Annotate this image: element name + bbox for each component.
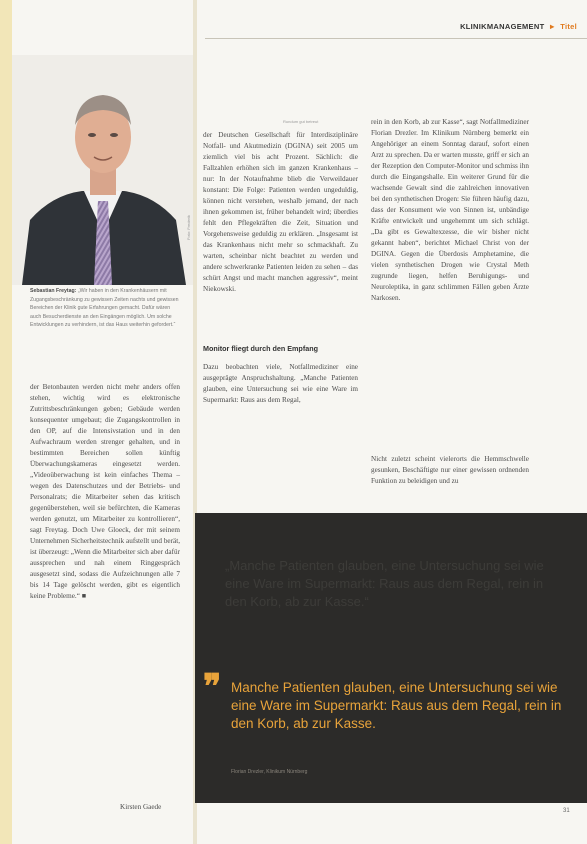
middle-column-text-2: Dazu beobachten viele, Notfallmediziner eine ausgeprägte Anspruchshaltung. „Manche Patienten glauben, eine Untersuchung sei wie eine Ware im Supermarkt: Raus aus dem Regal, <box>203 363 358 405</box>
article-column-left <box>30 382 180 602</box>
pull-quote-box <box>195 513 587 803</box>
article-subhead: Monitor fliegt durch den Empfang <box>203 344 318 353</box>
photo-credit: Foto: Frederik <box>186 215 191 240</box>
author-signature: Kirsten Gaede <box>120 803 162 811</box>
portrait-photo <box>12 55 194 285</box>
pull-quote-text: Manche Patienten glauben, eine Untersuchung sei wie eine Ware im Supermarkt: Raus aus dem Regal, rein in den Korb, ab zur Kasse. <box>231 680 562 731</box>
page-header <box>460 18 587 34</box>
quote-mark-icon: ❞ <box>203 669 222 706</box>
pull-quote-background-text: „Manche Patienten glauben, eine Untersuchung sei wie eine Ware im Supermarkt: Raus aus dem Regal, rein in den Korb, ab zur Kasse.“ <box>225 558 544 609</box>
article-column-middle-continued <box>203 355 358 413</box>
caption-text: „Wir haben in den Krankenhäusern mit Zugangsbeschränkung zu gewissen Zeiten nachts und gewissen Bereichen der Klinik gute Erfahrungen gemacht. Dafür wären auch Besucherdienste an den Eingängen möglich. Um solche Entwicklungen zu verhindern, ist das Haus weiterhin gefordert.“ <box>30 288 179 328</box>
image-note: Rundum gut betreut <box>283 119 319 124</box>
portrait-illustration <box>12 55 194 285</box>
photo-caption <box>30 287 180 330</box>
article-column-right <box>371 117 529 304</box>
article-column-middle <box>203 119 358 295</box>
page-edge-strip <box>0 0 12 844</box>
page-number: 31 <box>563 808 570 814</box>
end-mark-icon: ■ <box>81 592 87 600</box>
pull-quote-attribution: Florian Drezler, Klinikum Nürnberg <box>231 769 308 775</box>
left-column-text <box>30 382 180 602</box>
middle-column-text: der Deutschen Gesellschaft für Interdisziplinäre Notfall- und Akutmedizin (DGINA) seit 2005 um ziemlich viel bis acht Prozent. Sächlich: die Fallzahlen erhöhen sich im ganzen Krankenhaus – nur: In der Notaufnahme blieb die Verweildauer konstant: Die Folge: Patienten werden ungeduldig, können nicht verstehen, weshalb jemand, der nach ihnen gekommen ist, früher behandelt wird; überdies fehlt den Pflegekräften die Zeit, Situation und Vorgehensweise geduldig zu erklären. „Insgesamt ist das Krankenhaus nicht mehr so schmackhaft. Zu warten, scheinbar nicht beachtet zu werden und andere schwerkranke Patienten leiden zu sehen – das schürt Angst und macht manchen aggressiv“, meint Niekowski. <box>203 131 358 293</box>
header-rule <box>205 38 587 39</box>
caption-name: Sebastian Freytag: <box>30 288 77 294</box>
section-tag: Titel <box>560 21 577 31</box>
left-column-body: der Betonbauten werden nicht mehr anders offen stehen, wichtig wird es elektronische Zutrittsbeschränkungen geben; Gebäude werden konsequenter umgebaut; die Zugangskontrollen in den OP, auf die Intensivstation und in den Aufwachraum werden strenger gehalten, und in bestimmten Bereichen sollen künftig Überwachungskameras eingesetzt werden. „Videoüberwachung ist kein einfaches Thema – wegen des Datenschutzes und der Betriebs- und Personalrats; die Mitarbeiter sehen das kritisch gegenüberstehen, weil sie befürchten, die Kameras werden genutzt, um Mitarbeiter zu kontrollieren“, sagt Freytag. Doch Uwe Gloeck, der mit seinem Unternehmen Sicherheitstechnik aufstellt und berät, ist überzeugt: „Wenn die Mitarbeiter sich aber dafür aussprechen und nah einem Ringgespräch ausgesetzt sind, sodass die Aufzeichnungen alle 7 bis 14 Tage gelöscht werden, gibt es eigentlich keine Probleme.“ <box>30 383 180 600</box>
arrow-icon: ► <box>548 21 557 31</box>
right-column-text-2: Nicht zuletzt scheint vielerorts die Hemmschwelle gesunken, Beschäftigte nur einer gewissen ordnenden Funktion zu beleidigen und zu <box>371 455 529 485</box>
article-column-right-continued <box>371 454 529 487</box>
section-title: KLINIKMANAGEMENT <box>460 21 545 31</box>
right-column-text: rein in den Korb, ab zur Kasse“, sagt Notfallmediziner Florian Drezler. Im Klinikum Nürnberg bemerkt ein Angehöriger an einem Sonntag darauf, sofort einen Arzt zu sprechen. Da er warten musste, griff er sich an der Rezeption den Computer-Monitor und schmiss ihn durch die Eingangshalle. Ein weiterer Grund für die wachsende Gewalt sind die zahlreichen innovativen bei den synthetischen Drogen: Sie führen häufig dazu, dass der Konsument wie von Sinnen ist, unbändige Kräfte entwickelt und ungehemmt um sich schlägt. „Da gibt es Gewaltexzesse, die wir bisher nicht gekannt haben“, berichtet Michael Christ von der DGINA. Gegen die Überdosis Amphetamine, die vielen synthetischen Drogen wie Crystal Meth zugrunde liegen, helfen Beruhigungs- und Neuroleptika, in ganz schlimmen Fällen geben Ärzte Narkosen. <box>371 118 529 302</box>
